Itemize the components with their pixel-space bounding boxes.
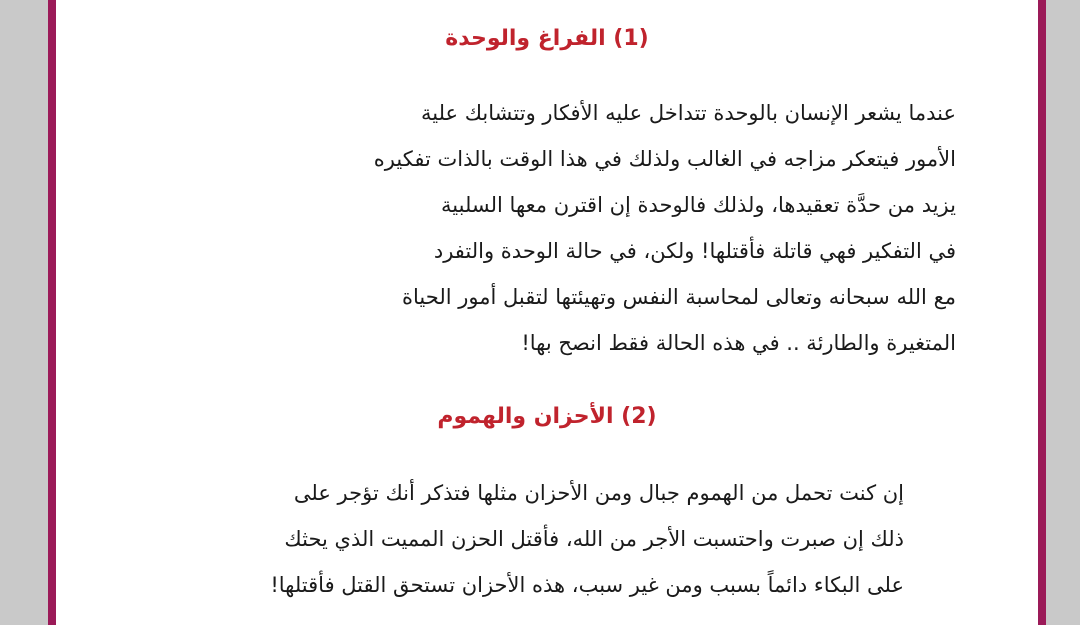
page-border-left <box>48 0 56 625</box>
left-margin <box>0 0 48 625</box>
paragraph-line: إن كنت تحمل من الهموم جبال ومن الأحزان مثلها فتذكر أنك تؤجر على <box>293 481 904 505</box>
paragraph-line: على البكاء دائماً بسبب ومن غير سبب، هذه الأحزان تستحق القتل فأقتلها! <box>270 573 904 597</box>
paragraph-line: الأمور فيتعكر مزاجه في الغالب ولذلك في هذا الوقت بالذات تفكيره <box>373 147 956 171</box>
paragraph-line: ذلك إن صبرت واحتسبت الأجر من الله، فأقتل الحزن المميت الذي يحثك <box>284 527 904 551</box>
section-1-paragraph <box>276 90 956 366</box>
paragraph-line: المتغيرة والطارئة .. في هذه الحالة فقط انصح بها! <box>521 331 956 355</box>
paragraph-line: عندما يشعر الإنسان بالوحدة تتداخل عليه الأفكار وتتشابك علية <box>420 101 956 125</box>
section-1-heading: (1) الفراغ والوحدة <box>445 26 649 51</box>
paragraph-line: في التفكير فهي قاتلة فأقتلها! ولكن، في حالة الوحدة والتفرد <box>433 239 956 263</box>
section-2-heading: (2) الأحزان والهموم <box>437 404 657 429</box>
paragraph-line: يزيد من حدَّة تعقيدها، ولذلك فالوحدة إن اقترن معها السلبية <box>441 193 956 217</box>
paragraph-line: مع الله سبحانه وتعالى لمحاسبة النفس وتهيئتها لتقبل أمور الحياة <box>402 285 956 309</box>
section-2-paragraph <box>204 470 904 608</box>
document-page <box>56 0 1038 625</box>
right-margin <box>1046 0 1080 625</box>
page-border-right <box>1038 0 1046 625</box>
